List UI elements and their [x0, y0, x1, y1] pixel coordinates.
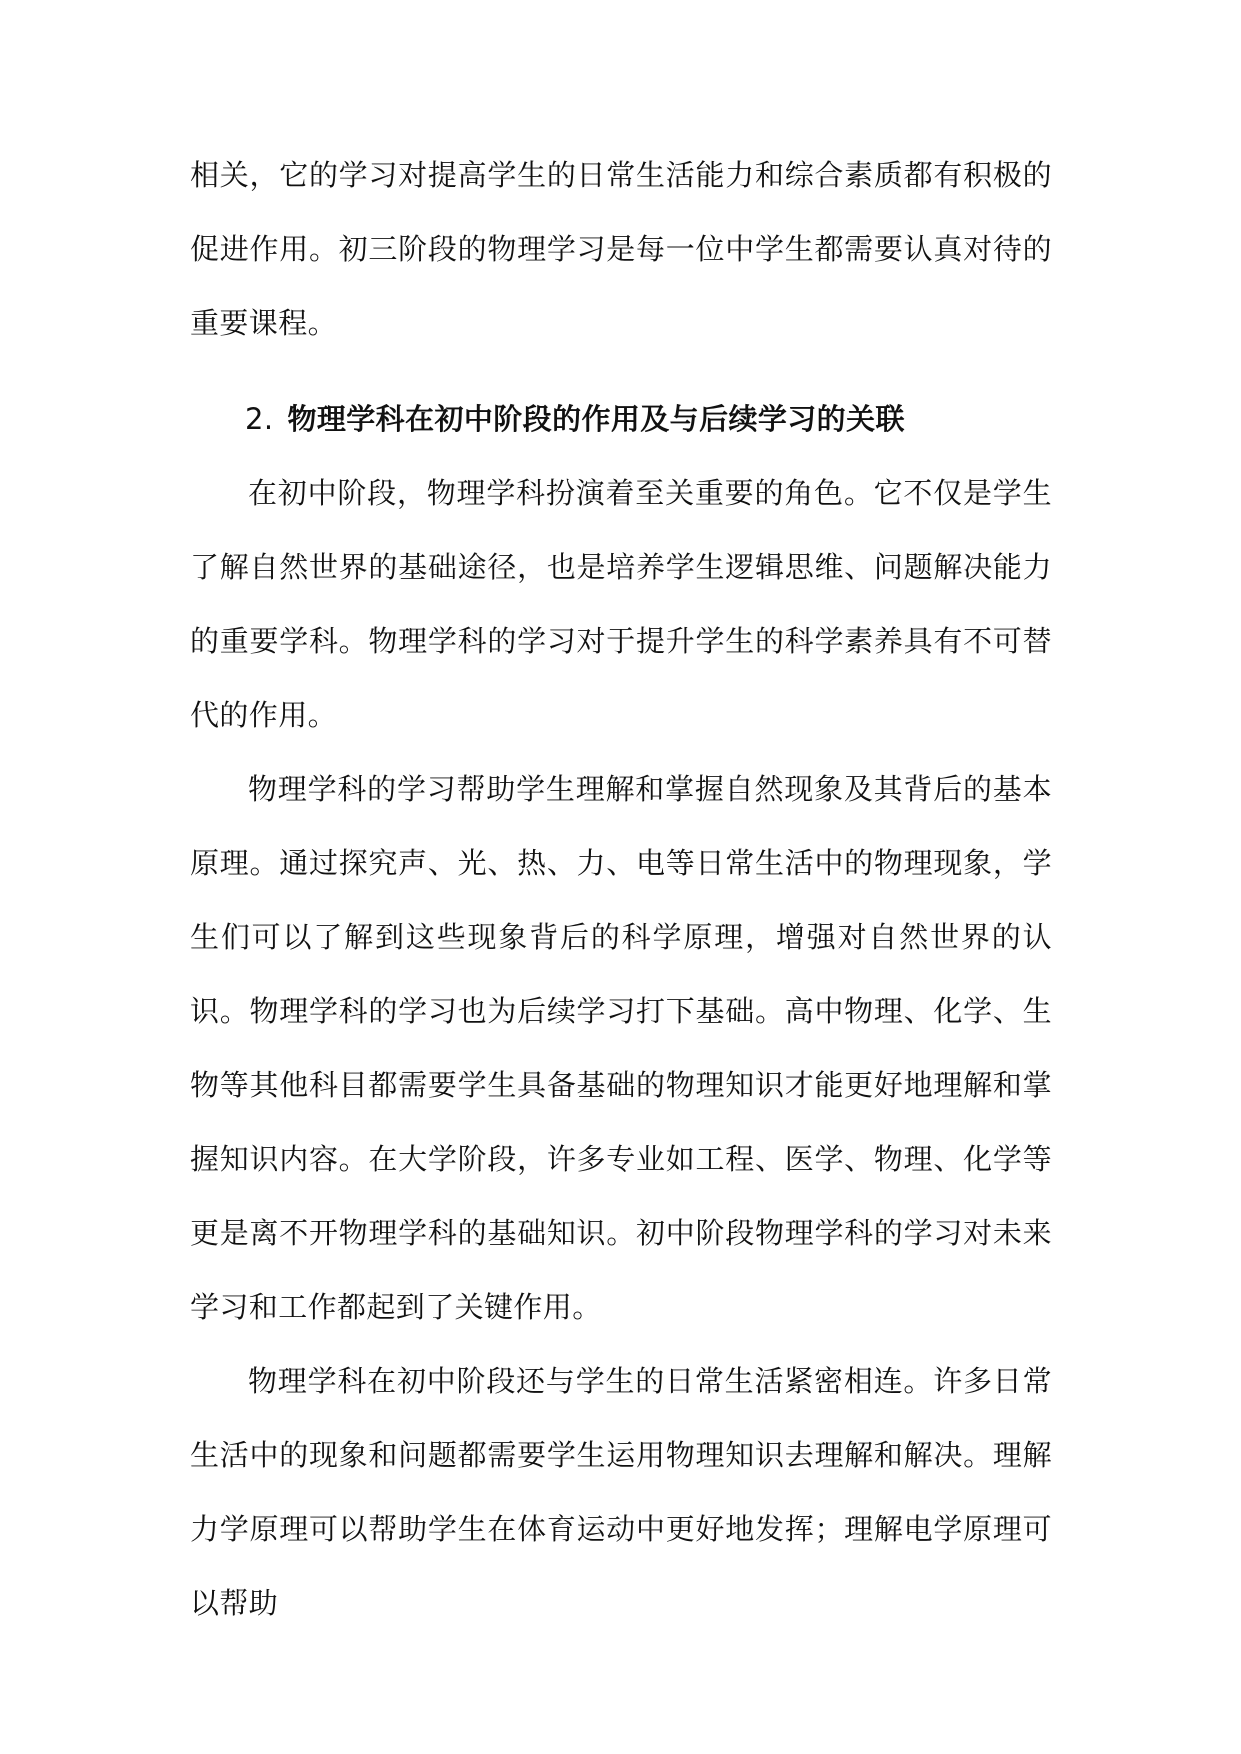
body-paragraph: 物理学科的学习帮助学生理解和掌握自然现象及其背后的基本原理。通过探究声、光、热、力、电等日常生活中的物理现象，学生们可以了解到这些现象背后的科学原理，增强对自然世界的认识。物理学科的学习也为后续学习打下基础。高中物理、化学、生物等其他科目都需要学生具备基础的物理知识才能更好地理解和掌握知识内容。在大学阶段，许多专业如工程、医学、物理、化学等更是离不开物理学科的基础知识。初中阶段物理学科的学习对未来学习和工作都起到了关键作用。: [190, 772, 1052, 1324]
section-title: 物理学科在初中阶段的作用及与后续学习的关联: [287, 402, 905, 436]
body-paragraph: 物理学科在初中阶段还与学生的日常生活紧密相连。许多日常生活中的现象和问题都需要学生运用物理知识去理解和解决。理解力学原理可以帮助学生在体育运动中更好地发挥；理解电学原理可以帮助: [190, 1364, 1052, 1620]
body-paragraph: 在初中阶段，物理学科扮演着至关重要的角色。它不仅是学生了解自然世界的基础途径，也是培养学生逻辑思维、问题解决能力的重要学科。物理学科的学习对于提升学生的科学素养具有不可替代的作用。: [190, 476, 1052, 732]
document-body: [190, 138, 1052, 1640]
section-number: 2.: [245, 402, 274, 436]
section-heading: [190, 382, 1052, 456]
continuation-paragraph: 相关，它的学习对提高学生的日常生活能力和综合素质都有积极的促进作用。初三阶段的物理学习是每一位中学生都需要认真对待的重要课程。: [190, 158, 1052, 340]
